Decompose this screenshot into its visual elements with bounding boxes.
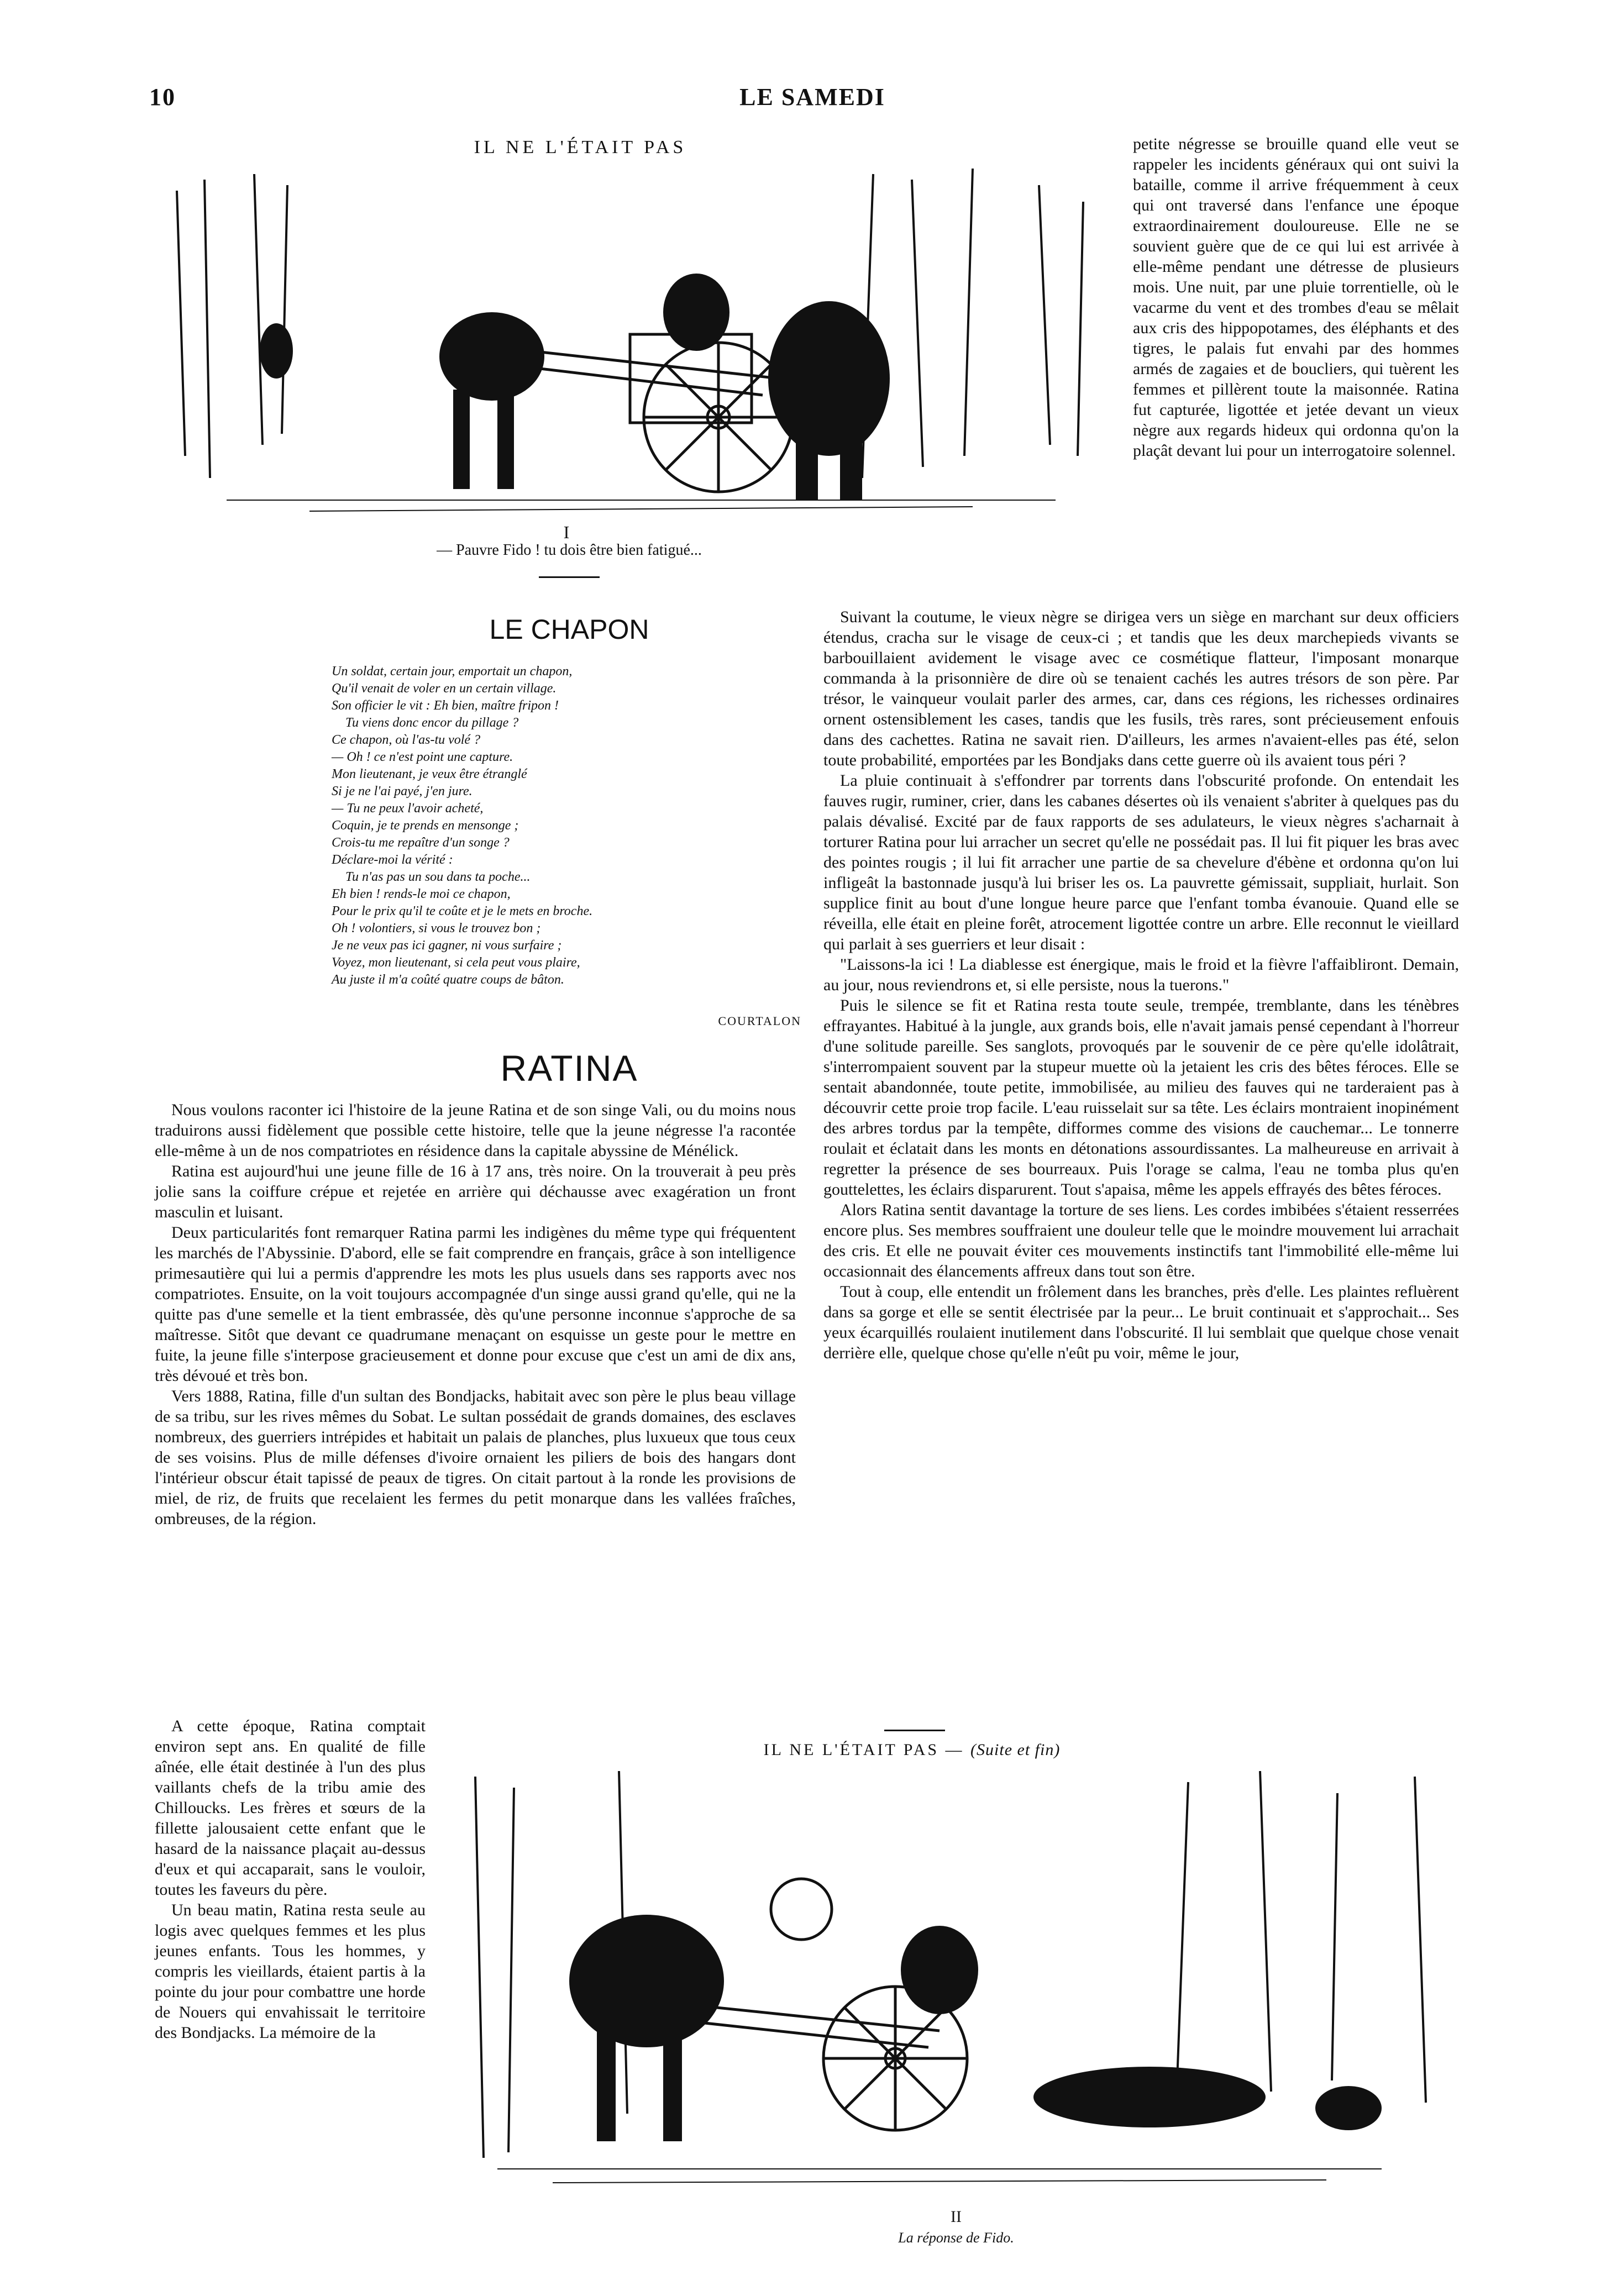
- paragraph: Puis le silence se fit et Ratina resta toute seule, trempée, tremblante, dans les ténèbres effrayantes. Habitué à la jungle, aux grands bois, elle n'avait jamais pensé cependant à l'horreur d'une solitude pareille. Ses sanglots, provoqués par le souvenir de ce père qu'elle idolâtrait, s'interrompaient souvent par la stupeur muette où la jetaient les cris des bêtes féroces. Elle se sentait abandonnée, toute petite, immobilisée, au milieu des fauves qui ne tarderaient pas à découvrir cette proie trop facile. L'eau ruisselait sur sa tête. Les éclairs montraient inopinément des arbres tordus par la tempête, difformes comme des visions de cauchemar... Le tonnerre roulait et éclatait dans les monts en détonations assourdissantes. La malheureuse en arrivait à regretter la présence de ses bourreaux. Puis l'orage se calma, l'eau ne tomba plus qu'en gouttelettes, les éclairs disparurent. Tout s'apaisa, même les appels effrayés des bêtes féroces.: [823, 996, 1459, 1199]
- paragraph: Ratina est aujourd'hui une jeune fille de 16 à 17 ans, très noire. On la trouverait à peu près jolie sans la coiffure crépue et rejetée en arrière qui déchausse avec exagération un front masculin et luisant.: [155, 1162, 796, 1221]
- poem-line: Ce chapon, où l'as-tu volé ?: [332, 733, 481, 747]
- bottom-illustration-title-main: IL NE L'ÉTAIT PAS —: [763, 1741, 964, 1759]
- paragraph: Nous voulons raconter ici l'histoire de la jeune Ratina et de son singe Vali, ou du moins nous traduirons aussi fidèlement que possible cette histoire, telle que la jeune négresse l'a racontée elle-même à un de nos compatriotes en résidence dans la capitale abyssine de Ménélick.: [155, 1101, 796, 1160]
- paragraph: "Laissons-la ici ! La diablesse est énergique, mais le froid et la fièvre l'affaibliront. Demain, au jour, nous reviendrons et, si elle persiste, nous la tuerons.": [823, 955, 1459, 994]
- divider: [539, 576, 600, 578]
- poem-line: Mon lieutenant, je veux être étranglé: [332, 767, 527, 781]
- paragraph: Suivant la coutume, le vieux nègre se dirigea vers un siège en marchant sur deux officiers étendus, cracha sur le visage de ceux-ci ; et tandis que les deux marchepieds vivants se barbouillaient avidement le visage avec ce cosmétique flatteur, l'imposant monarque commanda à la prisonnière de dire où se tenaient cachés les autres trésors de son père. Par trésor, le vainqueur voulait parler des armes, car, dans ces régions, les richesses ordinaires ornent ostensiblement les cases, tandis que les fusils, très rares, sont précieusement enfouis dans des cachettes. Ratina ne savait rien. D'ailleurs, les armes n'avaient-elles pas été, selon toute probabilité, emportées par les Bondjaks dans cette guerre où ils avaient tous péri ?: [823, 608, 1459, 769]
- poem-line: Je ne veux pas ici gagner, ni vous surfaire ;: [332, 938, 562, 953]
- paragraph: Tout à coup, elle entendit un frôlement dans les branches, près d'elle. Les plaintes refluèrent dans sa gorge et elle se sentit électrisée par la peur... Le bruit continuait et s'approchait... Ses yeux écarquillés roulaient inutilement dans l'obscurité. Il lui semblait que quelque chose venait derrière elle, quelque chose qu'elle n'eût pu voir, même le jour,: [823, 1283, 1459, 1362]
- page-number: 10: [149, 83, 176, 111]
- poem-line: Un soldat, certain jour, emportait un chapon,: [332, 664, 573, 679]
- poem-line: Déclare-moi la vérité :: [332, 853, 453, 867]
- paragraph: Alors Ratina sentit davantage la torture de ses liens. Les cordes imbibées s'étaient resserrées encore plus. Ses membres souffraient une douleur telle que le moindre mouvement lui arrachait des cris. Et elle ne pouvait éviter ces mouvements instinctifs tant l'immobilité elle-même lui occasionnait des élancements affreux dans tout son être.: [823, 1201, 1459, 1280]
- journal-title: LE SAMEDI: [739, 83, 885, 111]
- chapon-author: COURTALON: [718, 1014, 801, 1028]
- poem-line: Qu'il venait de voler en un certain village.: [332, 681, 557, 696]
- paragraph: petite négresse se brouille quand elle veut se rappeler les incidents généraux qui ont suivi la bataille, comme il arrive fréquemment à ceux qui ont traversé dans l'enfance une époque extraordinairement douloureuse. Elle ne se souvient guère que de ce qui lui est arrivée à elle-même pendant une détresse de plusieurs mois. Une nuit, par une pluie torrentielle, où le vacarme du vent et des trombes d'eau se mêlait aux cris des hippopotames, des éléphants et des tigres, le palais fut envahi par des hommes armés de zagaies et de boucliers, qui tuèrent les femmes et pillèrent toute la maisonnée. Ratina fut capturée, ligottée et jetée devant un vieux nègre aux regards hideux qui ordonna qu'on la plaçât devant lui pour un interrogatoire solennel.: [1133, 135, 1459, 460]
- top-illustration-caption: — Pauvre Fido ! tu dois être bien fatigué...: [437, 542, 702, 559]
- top-illustration: [144, 169, 1122, 522]
- bottom-illustration-caption: La réponse de Fido.: [898, 2230, 1014, 2246]
- ratina-title: RATINA: [500, 1048, 638, 1089]
- ratina-right-column: [823, 607, 1459, 1363]
- chapon-title: LE CHAPON: [489, 614, 649, 645]
- poem-line: Tu viens donc encor du pillage ?: [345, 716, 519, 730]
- chapon-poem: [332, 663, 807, 989]
- top-illustration-title: IL NE L'ÉTAIT PAS: [474, 137, 687, 157]
- poem-line: — Oh ! ce n'est point une capture.: [332, 750, 513, 764]
- poem-line: Pour le prix qu'il te coûte et je le mets en broche.: [332, 904, 593, 918]
- poem-line: Crois-tu me repaître d'un songe ?: [332, 836, 510, 850]
- poem-line: Voyez, mon lieutenant, si cela peut vous plaire,: [332, 955, 580, 970]
- cart-chase-engraving: [442, 1771, 1453, 2202]
- divider: [884, 1730, 945, 1731]
- poem-line: Tu n'as pas un sou dans ta poche...: [345, 870, 531, 884]
- paragraph: Un beau matin, Ratina resta seule au logis avec quelques femmes et les plus jeunes enfants. Tous les hommes, y compris les vieillards, étaient partis à la pointe du jour pour combattre une horde de Nouers qui envahissait le territoire des Bondjacks. La mémoire de la: [155, 1901, 426, 2042]
- poem-line: Au juste il m'a coûté quatre coups de bâton.: [332, 973, 564, 987]
- poem-line: Son officier le vit : Eh bien, maître fripon !: [332, 698, 559, 713]
- paragraph: La pluie continuait à s'effondrer par torrents dans l'obscurité profonde. On entendait les fauves rugir, ruminer, crier, dans les cabanes désertes où ils venaient s'abriter à quelques pas du palais dévalisé. Excité par de faux rapports de ses adulateurs, le vieux nègres s'acharnait à torturer Ratina pour lui arracher un secret qu'elle ne possédait pas. Il lui fit piquer les bras avec des pointes rougis ; il lui fit arracher une partie de sa chevelure d'ébène et ordonna qu'on lui infligeât la bastonnade jusqu'à lui briser les os. La pauvrette gémissait, suppliait, hurlait. Son supplice finit au bout d'une longue heure parce que l'enfant tomba évanouie. Quand elle se réveilla, elle était en pleine forêt, atrocement ligottée contre un arbre. Elle reconnut le vieillard qui parlait à ses guerriers et leur disait :: [823, 771, 1459, 953]
- bottom-illustration-title: [663, 1741, 1161, 1759]
- poem-line: Si je ne l'ai payé, j'en jure.: [332, 784, 473, 798]
- top-illustration-number: I: [563, 522, 570, 542]
- paragraph: Vers 1888, Ratina, fille d'un sultan des Bondjacks, habitait avec son père le plus beau village de sa tribu, sur les rives mêmes du Sobat. Le sultan possédait de grands domaines, des esclaves nombreux, des guerriers intrépides et habitait un palais de planches, plus luxueux que tous ceux de ses voisins. Plus de mille défenses d'ivoire ornaient les piliers de bois des hangars dont l'intérieur obscur était tapissé de peaux de tigres. On citait partout à la ronde les provisions de miel, de riz, de fruits que recelaient les fermes du petit monarque dans les vallées fraîches, ombreuses, de la région.: [155, 1387, 796, 1528]
- ratina-continuation-top: [1133, 134, 1459, 461]
- poem-line: — Tu ne peux l'avoir acheté,: [332, 801, 484, 816]
- poem-line: Eh bien ! rends-le moi ce chapon,: [332, 887, 511, 901]
- paragraph: Deux particularités font remarquer Ratina parmi les indigènes du même type qui fréquentent les marchés de l'Abyssinie. D'abord, elle se fait comprendre en français, grâce à son intelligence primesautière qui lui a permis d'apprendre les mots les plus usuels dans ses rapports avec nos compatriotes. Ensuite, on la voit toujours accompagnée d'un singe aussi grand qu'elle, qui ne la quitte pas d'une semelle et la tient embrassée, dès qu'une personne inconnue s'approche de sa maîtresse. Sitôt que devant ce quadrumane menaçant on esquisse un geste pour le mettre en fuite, la jeune fille s'interpose gracieusement et donne pour excuse que c'est un ami de dix ans, très dévoué et très bon.: [155, 1223, 796, 1385]
- paragraph: A cette époque, Ratina comptait environ sept ans. En qualité de fille aînée, elle était destinée à l'un des plus vaillants chefs de la tribu amie des Chilloucks. Les frères et sœurs de la fillette jalousaient cette enfant que le hasard de la naissance plaçait au-dessus d'eux et qui accaparait, sans le vouloir, toutes les faveurs du père.: [155, 1717, 426, 1899]
- bottom-illustration: [442, 1771, 1453, 2202]
- poem-line: Oh ! volontiers, si vous le trouvez bon ;: [332, 921, 541, 936]
- bottom-illustration-title-suffix: (Suite et fin): [970, 1741, 1061, 1759]
- ratina-left-column: [155, 1100, 796, 1529]
- bottom-illustration-number: II: [951, 2208, 962, 2226]
- poem-line: Coquin, je te prends en mensonge ;: [332, 818, 519, 833]
- ratina-narrow-column: [155, 1716, 426, 2043]
- cart-dog-engraving: [144, 169, 1122, 522]
